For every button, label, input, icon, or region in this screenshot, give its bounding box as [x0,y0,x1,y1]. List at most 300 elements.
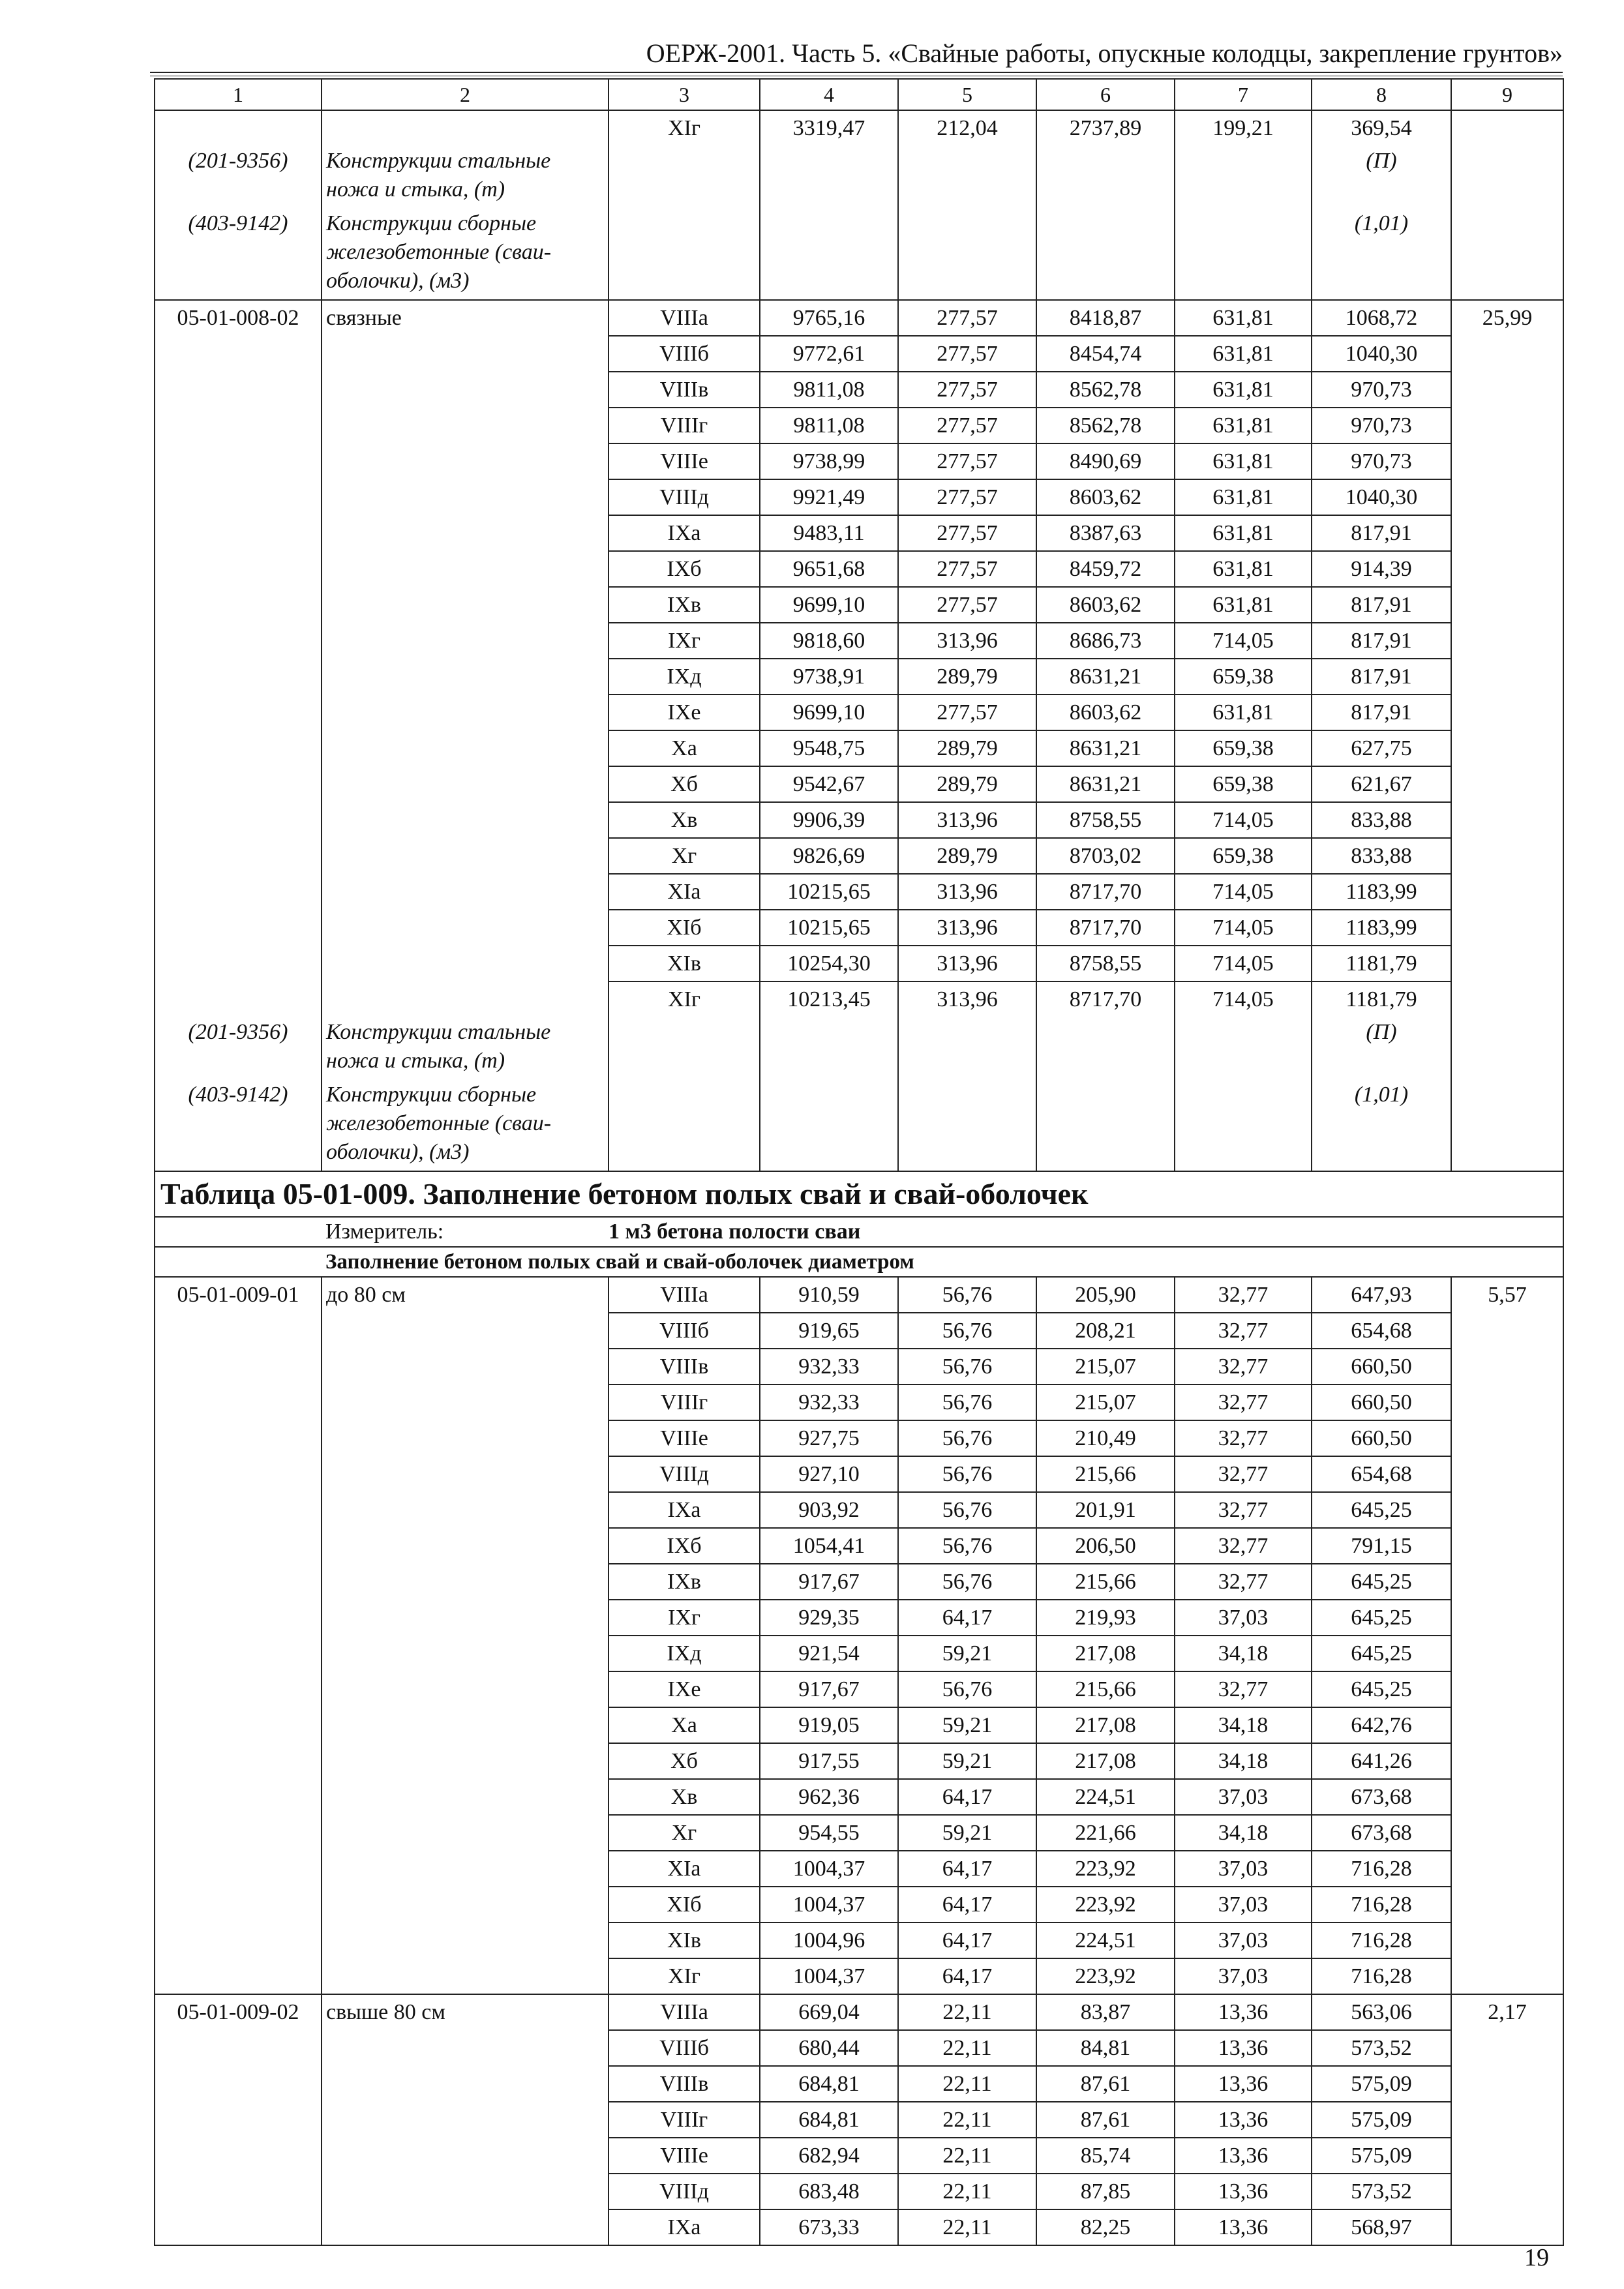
col9-cell [1451,981,1563,1017]
column-number: 7 [1175,79,1312,110]
table-row [155,659,1563,695]
col9-cell [1451,1079,1563,1171]
table-row [155,695,1563,730]
value-cell: 8686,73 [1036,623,1175,659]
table-row [155,766,1563,802]
value-cell: 1068,72 [1312,300,1451,336]
empty-cell [1175,1079,1312,1171]
page-number: 19 [1524,2244,1549,2271]
value-cell: 1004,37 [760,1851,898,1887]
value-cell: 673,68 [1312,1779,1451,1815]
value-cell: 59,21 [898,1743,1036,1779]
resource-ref-row [155,1079,1563,1171]
rate-code-cell [155,515,322,551]
value-cell: 714,05 [1175,802,1312,838]
rate-code-cell [155,2030,322,2066]
col9-cell [1451,145,1563,208]
value-cell: 659,38 [1175,659,1312,695]
value-cell: 22,11 [898,1994,1036,2030]
table-row [155,300,1563,336]
table-row [155,1815,1563,1851]
table-row [155,910,1563,946]
value-cell: 56,76 [898,1313,1036,1349]
zone-cell: IXд [609,1636,760,1671]
value-cell: 210,49 [1036,1420,1175,1456]
table-row [155,372,1563,408]
zone-cell: VIIIе [609,443,760,479]
value-cell: 8603,62 [1036,479,1175,515]
value-cell: 9826,69 [760,838,898,874]
value-cell: 8603,62 [1036,587,1175,623]
col9-cell [1451,2030,1563,2066]
work-name-cell [322,1815,609,1851]
rate-code-cell [155,1313,322,1349]
value-cell: 962,36 [760,1779,898,1815]
value-cell: 9811,08 [760,408,898,443]
meter-label: Измеритель: [325,1219,444,1244]
rate-code-cell [155,1349,322,1384]
table-row [155,981,1563,1017]
rate-code-cell [155,802,322,838]
zone-cell: Xб [609,1743,760,1779]
rate-code-cell [155,1636,322,1671]
value-cell: 85,74 [1036,2138,1175,2174]
col9-cell [1451,2102,1563,2138]
value-cell: 37,03 [1175,1600,1312,1636]
value-cell: 64,17 [898,1779,1036,1815]
table-row [155,2138,1563,2174]
value-cell: 277,57 [898,372,1036,408]
work-name-cell [322,1349,609,1384]
value-cell: 641,26 [1312,1743,1451,1779]
value-cell: 56,76 [898,1420,1036,1456]
value-cell: 716,28 [1312,1922,1451,1958]
work-name-cell [322,766,609,802]
value-cell: 659,38 [1175,838,1312,874]
rate-code-cell: 05-01-009-02 [155,1994,322,2030]
zone-cell: VIIIб [609,2030,760,2066]
value-cell: 32,77 [1175,1313,1312,1349]
value-cell: 215,66 [1036,1671,1175,1707]
value-cell: 917,67 [760,1564,898,1600]
value-cell: 313,96 [898,946,1036,981]
value-cell: 645,25 [1312,1671,1451,1707]
resource-ref-row [155,145,1563,208]
value-cell: 568,97 [1312,2209,1451,2245]
work-name-cell [322,981,609,1017]
rate-code-cell [155,981,322,1017]
value-cell: 9542,67 [760,766,898,802]
table-row [155,1743,1563,1779]
rate-code-cell [155,587,322,623]
work-name-cell [322,802,609,838]
zone-cell: XIб [609,910,760,946]
table-row [155,1564,1563,1600]
resource-name: Конструкции сборные железобетонные (сваи-оболочки), (м3) [322,1079,609,1171]
value-cell: 10254,30 [760,946,898,981]
value-cell: 684,81 [760,2102,898,2138]
table-row [155,1994,1563,2030]
work-name-cell [322,1958,609,1994]
value-cell: 205,90 [1036,1277,1175,1313]
col9-cell [1451,1349,1563,1384]
empty-cell [898,208,1036,300]
work-name-cell [322,336,609,372]
value-cell: 215,07 [1036,1349,1175,1384]
col9-cell [1451,2209,1563,2245]
value-cell: 9765,16 [760,300,898,336]
zone-cell: XIг [609,110,760,145]
value-cell: 13,36 [1175,2138,1312,2174]
value-cell: 8758,55 [1036,946,1175,981]
value-cell: 573,52 [1312,2030,1451,2066]
value-cell: 217,08 [1036,1743,1175,1779]
value-cell: 817,91 [1312,515,1451,551]
table-row [155,587,1563,623]
resource-value: (П) [1312,145,1451,208]
value-cell: 313,96 [898,874,1036,910]
value-cell: 32,77 [1175,1456,1312,1492]
value-cell: 215,66 [1036,1456,1175,1492]
work-name-cell [322,2030,609,2066]
col9-cell [1451,1851,1563,1887]
meter-row [155,1217,1563,1247]
col9-cell [1451,515,1563,551]
work-name-cell: связные [322,300,609,336]
col9-cell [1451,1528,1563,1564]
value-cell: 714,05 [1175,981,1312,1017]
work-name-cell [322,1887,609,1922]
value-cell: 714,05 [1175,910,1312,946]
col9-cell [1451,1456,1563,1492]
value-cell: 56,76 [898,1564,1036,1600]
zone-cell: VIIIа [609,1277,760,1313]
value-cell: 954,55 [760,1815,898,1851]
zone-cell: Xб [609,766,760,802]
value-cell: 59,21 [898,1636,1036,1671]
work-name-cell [322,695,609,730]
value-cell: 34,18 [1175,1636,1312,1671]
value-cell: 917,55 [760,1743,898,1779]
zone-cell: Xв [609,802,760,838]
table-row [155,1313,1563,1349]
work-name-cell [322,479,609,515]
work-name-cell [322,515,609,551]
value-cell: 215,07 [1036,1384,1175,1420]
zone-cell: IXб [609,551,760,587]
value-cell: 83,87 [1036,1994,1175,2030]
col9-cell [1451,1492,1563,1528]
zone-cell: VIIIд [609,1456,760,1492]
value-cell: 9738,91 [760,659,898,695]
value-cell: 8603,62 [1036,695,1175,730]
col9-cell [1451,1564,1563,1600]
work-name-cell [322,838,609,874]
empty-cell [760,1017,898,1079]
table-row [155,1779,1563,1815]
value-cell: 716,28 [1312,1887,1451,1922]
rate-code-cell [155,1564,322,1600]
work-name-cell [322,659,609,695]
work-name-cell [322,1456,609,1492]
rate-code-cell [155,1671,322,1707]
rate-code-cell [155,838,322,874]
work-name-cell [322,1922,609,1958]
work-name-cell [322,1564,609,1600]
value-cell: 34,18 [1175,1815,1312,1851]
value-cell: 56,76 [898,1277,1036,1313]
zone-cell: Xа [609,1707,760,1743]
column-number: 8 [1312,79,1451,110]
col9-cell [1451,1671,1563,1707]
col9-cell [1451,1636,1563,1671]
value-cell: 903,92 [760,1492,898,1528]
table-row [155,1600,1563,1636]
zone-cell: Xв [609,1779,760,1815]
value-cell: 313,96 [898,623,1036,659]
rate-code-cell [155,408,322,443]
table-row [155,1456,1563,1492]
work-name-cell [322,730,609,766]
work-name-cell [322,2174,609,2209]
value-cell: 22,11 [898,2209,1036,2245]
resource-name: Конструкции стальные ножа и стыка, (т) [322,145,609,208]
value-cell: 631,81 [1175,408,1312,443]
zone-cell: IXе [609,1671,760,1707]
value-cell: 13,36 [1175,1994,1312,2030]
value-cell: 682,94 [760,2138,898,2174]
table-row [155,1349,1563,1384]
empty-cell [760,208,898,300]
zone-cell: VIIIа [609,300,760,336]
header-rule [150,72,1563,73]
value-cell: 669,04 [760,1994,898,2030]
value-cell: 660,50 [1312,1384,1451,1420]
col9-cell [1451,766,1563,802]
value-cell: 659,38 [1175,766,1312,802]
value-cell: 791,15 [1312,1528,1451,1564]
page-header-title: ОЕРЖ-2001. Часть 5. «Свайные работы, опускные колодцы, закрепление грунтов» [646,38,1563,68]
value-cell: 575,09 [1312,2066,1451,2102]
table-row [155,946,1563,981]
value-cell: 64,17 [898,1958,1036,1994]
table-row [155,336,1563,372]
value-cell: 970,73 [1312,372,1451,408]
value-cell: 22,11 [898,2030,1036,2066]
zone-cell: IXг [609,1600,760,1636]
rate-code-cell [155,479,322,515]
zone-cell: VIIIг [609,1384,760,1420]
resource-ref-row [155,1017,1563,1079]
col9-cell [1451,1313,1563,1349]
value-cell: 9548,75 [760,730,898,766]
col9-cell [1451,408,1563,443]
rate-code-cell [155,946,322,981]
zone-cell: XIв [609,1922,760,1958]
value-cell: 64,17 [898,1887,1036,1922]
value-cell: 32,77 [1175,1528,1312,1564]
col9-cell [1451,730,1563,766]
value-cell: 9699,10 [760,587,898,623]
table-row [155,443,1563,479]
value-cell: 289,79 [898,766,1036,802]
column-number: 2 [322,79,609,110]
value-cell: 575,09 [1312,2138,1451,2174]
work-name-cell [322,1528,609,1564]
col9-cell [1451,1815,1563,1851]
value-cell: 289,79 [898,730,1036,766]
value-cell: 8631,21 [1036,766,1175,802]
value-cell: 277,57 [898,515,1036,551]
value-cell: 1040,30 [1312,479,1451,515]
zone-cell: XIа [609,1851,760,1887]
table-row [155,551,1563,587]
value-cell: 817,91 [1312,659,1451,695]
col9-cell: 25,99 [1451,300,1563,336]
value-cell: 8703,02 [1036,838,1175,874]
col9-cell [1451,479,1563,515]
empty-cell [609,145,760,208]
value-cell: 8418,87 [1036,300,1175,336]
value-cell: 3319,47 [760,110,898,145]
column-number: 5 [898,79,1036,110]
empty-cell [898,145,1036,208]
work-name-cell [322,443,609,479]
table-row [155,730,1563,766]
value-cell: 9906,39 [760,802,898,838]
rate-code-cell [155,1707,322,1743]
value-cell: 8454,74 [1036,336,1175,372]
value-cell: 9772,61 [760,336,898,372]
value-cell: 32,77 [1175,1671,1312,1707]
table-row [155,1277,1563,1313]
value-cell: 87,61 [1036,2066,1175,2102]
resource-value: (П) [1312,1017,1451,1079]
value-cell: 714,05 [1175,623,1312,659]
work-name-cell [322,874,609,910]
value-cell: 277,57 [898,479,1036,515]
empty-cell [760,1079,898,1171]
zone-cell: IXб [609,1528,760,1564]
value-cell: 660,50 [1312,1349,1451,1384]
zone-cell: IXа [609,2209,760,2245]
value-cell: 914,39 [1312,551,1451,587]
value-cell: 13,36 [1175,2209,1312,2245]
rate-code-cell [155,1456,322,1492]
resource-code: (403-9142) [155,1079,322,1171]
rate-code-cell [155,110,322,145]
table-row [155,1671,1563,1707]
value-cell: 917,67 [760,1671,898,1707]
value-cell: 13,36 [1175,2030,1312,2066]
value-cell: 9921,49 [760,479,898,515]
value-cell: 223,92 [1036,1887,1175,1922]
col9-cell [1451,659,1563,695]
value-cell: 221,66 [1036,1815,1175,1851]
col9-cell [1451,1707,1563,1743]
value-cell: 10215,65 [760,874,898,910]
zone-cell: IXг [609,623,760,659]
value-cell: 37,03 [1175,1958,1312,1994]
value-cell: 642,76 [1312,1707,1451,1743]
work-name-cell [322,587,609,623]
table-row [155,1492,1563,1528]
table-row [155,802,1563,838]
value-cell: 9811,08 [760,372,898,408]
value-cell: 627,75 [1312,730,1451,766]
value-cell: 645,25 [1312,1492,1451,1528]
value-cell: 659,38 [1175,730,1312,766]
value-cell: 289,79 [898,838,1036,874]
zone-cell: VIIIв [609,2066,760,2102]
rate-code-cell [155,1922,322,1958]
value-cell: 9818,60 [760,623,898,659]
col9-cell [1451,623,1563,659]
col9-cell [1451,1779,1563,1815]
table-row [155,623,1563,659]
work-name-cell [322,110,609,145]
rate-code-cell [155,623,322,659]
resource-value: (1,01) [1312,208,1451,300]
zone-cell: IXе [609,695,760,730]
value-cell: 32,77 [1175,1277,1312,1313]
rate-code-cell [155,2138,322,2174]
rate-code-cell [155,874,322,910]
value-cell: 919,65 [760,1313,898,1349]
value-cell: 313,96 [898,981,1036,1017]
value-cell: 716,28 [1312,1851,1451,1887]
col9-cell [1451,1743,1563,1779]
value-cell: 645,25 [1312,1636,1451,1671]
value-cell: 631,81 [1175,551,1312,587]
value-cell: 87,61 [1036,2102,1175,2138]
work-name-cell [322,1707,609,1743]
table-row [155,408,1563,443]
zone-cell: XIб [609,1887,760,1922]
col9-cell [1451,910,1563,946]
col9-cell [1451,110,1563,145]
table-title: Таблица 05-01-009. Заполнение бетоном полых свай и свай-оболочек [155,1171,1563,1217]
value-cell: 32,77 [1175,1420,1312,1456]
work-name-cell [322,910,609,946]
value-cell: 277,57 [898,336,1036,372]
value-cell: 817,91 [1312,695,1451,730]
work-name-cell [322,2138,609,2174]
rate-code-cell [155,2209,322,2245]
value-cell: 37,03 [1175,1851,1312,1887]
value-cell: 64,17 [898,1851,1036,1887]
rate-code-cell [155,1420,322,1456]
work-name-cell [322,372,609,408]
zone-cell: IXд [609,659,760,695]
value-cell: 219,93 [1036,1600,1175,1636]
value-cell: 22,11 [898,2174,1036,2209]
value-cell: 59,21 [898,1815,1036,1851]
table-row [155,874,1563,910]
col9-cell [1451,946,1563,981]
rate-code-cell [155,1958,322,1994]
value-cell: 8758,55 [1036,802,1175,838]
value-cell: 919,05 [760,1707,898,1743]
rate-code-cell [155,2102,322,2138]
table-row [155,1707,1563,1743]
value-cell: 313,96 [898,910,1036,946]
col9-cell [1451,2066,1563,2102]
table-row [155,2174,1563,2209]
value-cell: 683,48 [760,2174,898,2209]
value-cell: 631,81 [1175,587,1312,623]
rate-code-cell [155,1851,322,1887]
